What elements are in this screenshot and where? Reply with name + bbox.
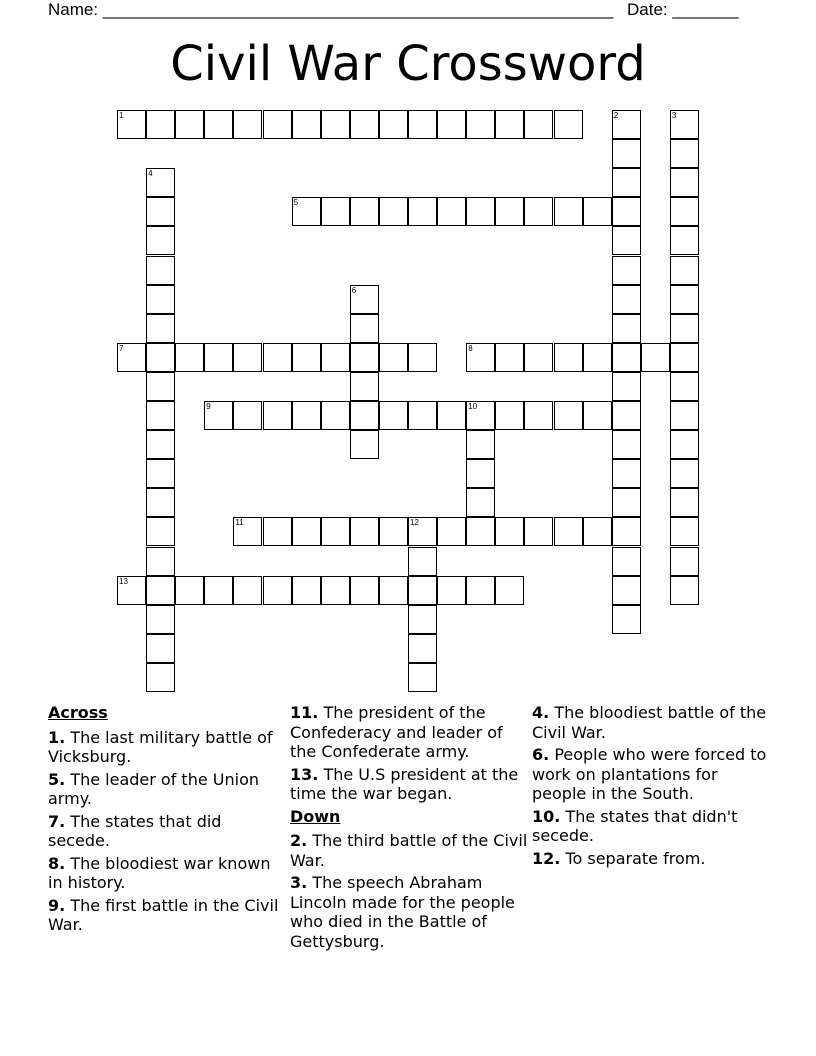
grid-cell[interactable] — [495, 197, 524, 226]
grid-cell[interactable] — [263, 401, 292, 430]
grid-cell[interactable] — [379, 517, 408, 546]
clue-number: 7. — [48, 811, 66, 831]
grid-cell[interactable] — [612, 372, 641, 401]
grid-cell[interactable] — [350, 517, 379, 546]
grid-cell[interactable] — [146, 197, 175, 226]
grid-cell[interactable] — [146, 285, 175, 314]
grid-cell[interactable] — [146, 256, 175, 285]
grid-cell[interactable] — [524, 343, 553, 372]
grid-cell[interactable] — [612, 285, 641, 314]
grid-cell[interactable] — [146, 372, 175, 401]
grid-cell[interactable] — [612, 343, 641, 372]
grid-cell[interactable] — [146, 663, 175, 692]
grid-cell[interactable] — [204, 110, 233, 139]
grid-cell[interactable] — [233, 401, 262, 430]
grid-cell[interactable] — [612, 226, 641, 255]
clue-text: The third battle of the Civil War. — [290, 831, 528, 870]
grid-cell[interactable] — [583, 197, 612, 226]
grid-cell[interactable] — [554, 110, 583, 139]
grid-cell[interactable] — [466, 488, 495, 517]
clue-number: 12. — [532, 848, 561, 868]
clue-number: 2. — [290, 831, 308, 850]
grid-cell[interactable] — [466, 401, 495, 430]
grid-cell[interactable] — [350, 430, 379, 459]
clue-text: The first battle in the Civil War. — [48, 895, 279, 934]
grid-cell[interactable] — [204, 343, 233, 372]
down-clue-4 — [532, 703, 772, 742]
clue-number: 5. — [48, 769, 66, 789]
grid-cell[interactable] — [146, 488, 175, 517]
grid-cell[interactable] — [437, 110, 466, 139]
grid-cell[interactable] — [670, 168, 699, 197]
grid-cell[interactable] — [670, 372, 699, 401]
across-clue-11 — [290, 703, 530, 762]
grid-cell[interactable] — [495, 517, 524, 546]
grid-cell[interactable] — [670, 197, 699, 226]
grid-cell[interactable] — [466, 576, 495, 605]
across-clue-9 — [48, 896, 288, 935]
grid-cell[interactable] — [670, 547, 699, 576]
grid-cell[interactable] — [612, 576, 641, 605]
grid-cell[interactable] — [146, 401, 175, 430]
clue-text: The bloodiest battle of the Civil War. — [532, 703, 767, 742]
grid-cell[interactable] — [670, 576, 699, 605]
grid-cell[interactable] — [524, 110, 553, 139]
grid-cell[interactable] — [263, 110, 292, 139]
grid-cell[interactable] — [612, 605, 641, 634]
grid-cell[interactable] — [437, 576, 466, 605]
grid-cell[interactable] — [612, 459, 641, 488]
clue-number: 9. — [48, 895, 66, 915]
clue-number-label: 8 — [468, 343, 473, 353]
across-clue-1 — [48, 728, 288, 767]
clue-text: The states that did secede. — [48, 811, 222, 850]
clue-number: 13. — [290, 764, 319, 784]
grid-cell[interactable] — [495, 110, 524, 139]
grid-cell[interactable] — [495, 343, 524, 372]
grid-cell[interactable] — [612, 430, 641, 459]
across-clue-8 — [48, 854, 288, 893]
grid-cell[interactable] — [524, 401, 553, 430]
grid-cell[interactable] — [321, 517, 350, 546]
grid-cell[interactable] — [233, 517, 262, 546]
clue-number-label: 3 — [671, 111, 677, 120]
grid-cell[interactable] — [524, 517, 553, 546]
grid-cell[interactable] — [146, 110, 175, 139]
grid-cell[interactable] — [204, 576, 233, 605]
down-clue-3 — [290, 873, 530, 951]
clue-number: 11. — [290, 703, 319, 722]
grid-cell[interactable] — [583, 517, 612, 546]
grid-cell[interactable] — [379, 343, 408, 372]
grid-cell[interactable] — [612, 256, 641, 285]
grid-cell[interactable] — [612, 139, 641, 168]
down-clue-10 — [532, 807, 772, 846]
name-field-label: Name: ______________________________________________________ — [48, 0, 614, 19]
grid-cell[interactable] — [175, 576, 204, 605]
clue-text: The speech Abraham Lincoln made for the people who died in the Battle of Gettysburg. — [290, 873, 515, 951]
clue-number-label: 13 — [119, 576, 128, 586]
grid-cell[interactable] — [466, 517, 495, 546]
grid-cell[interactable] — [583, 401, 612, 430]
grid-cell[interactable] — [612, 110, 641, 139]
clue-number: 3. — [290, 873, 308, 892]
grid-cell[interactable] — [612, 517, 641, 546]
grid-cell[interactable] — [117, 343, 146, 372]
grid-cell[interactable] — [670, 517, 699, 546]
clue-number-label: 1 — [119, 111, 124, 120]
grid-cell[interactable] — [292, 401, 321, 430]
grid-cell[interactable] — [670, 314, 699, 343]
grid-cell[interactable] — [641, 343, 670, 372]
grid-cell[interactable] — [554, 401, 583, 430]
grid-cell[interactable] — [495, 401, 524, 430]
grid-cell[interactable] — [670, 343, 699, 372]
down-heading: Down — [290, 806, 341, 826]
grid-cell[interactable] — [554, 343, 583, 372]
grid-cell[interactable] — [321, 401, 350, 430]
grid-cell[interactable] — [321, 343, 350, 372]
date-field-label: Date: _______ — [627, 0, 739, 19]
grid-cell[interactable] — [379, 110, 408, 139]
grid-cell[interactable] — [350, 576, 379, 605]
grid-cell[interactable] — [117, 576, 146, 605]
grid-cell[interactable] — [408, 547, 437, 576]
clue-number-label: 7 — [119, 343, 124, 353]
clues-column-1 — [48, 703, 288, 938]
grid-cell[interactable] — [670, 401, 699, 430]
across-clue-7 — [48, 812, 288, 851]
clues-column-3 — [532, 703, 772, 871]
clue-number: 8. — [48, 853, 66, 873]
grid-cell[interactable] — [612, 314, 641, 343]
clue-number-label: 6 — [351, 285, 357, 295]
clue-number-label: 5 — [293, 198, 299, 208]
across-clue-13 — [290, 765, 530, 804]
grid-cell[interactable] — [408, 663, 437, 692]
grid-cell[interactable] — [263, 576, 292, 605]
clue-text: The states that didn't secede. — [532, 806, 738, 845]
down-clue-2 — [290, 831, 530, 870]
grid-cell[interactable] — [146, 576, 175, 605]
grid-cell[interactable] — [146, 314, 175, 343]
grid-cell[interactable] — [292, 110, 321, 139]
grid-cell[interactable] — [233, 576, 262, 605]
grid-cell[interactable] — [670, 226, 699, 255]
grid-cell[interactable] — [408, 605, 437, 634]
grid-cell[interactable] — [408, 197, 437, 226]
grid-cell[interactable] — [408, 110, 437, 139]
grid-cell[interactable] — [583, 343, 612, 372]
grid-cell[interactable] — [321, 576, 350, 605]
grid-cell[interactable] — [466, 110, 495, 139]
grid-cell[interactable] — [408, 517, 437, 546]
grid-cell[interactable] — [233, 110, 262, 139]
grid-cell[interactable] — [292, 517, 321, 546]
clue-number-label: 4 — [148, 169, 153, 179]
clue-text: The president of the Confederacy and leader of the Confederate army. — [290, 703, 503, 761]
grid-cell[interactable] — [350, 343, 379, 372]
grid-cell[interactable] — [292, 576, 321, 605]
grid-cell[interactable] — [233, 343, 262, 372]
grid-cell[interactable] — [146, 430, 175, 459]
clue-text: To separate from. — [565, 848, 706, 868]
grid-cell[interactable] — [146, 226, 175, 255]
grid-cell[interactable] — [263, 517, 292, 546]
clue-number-label: 11 — [235, 518, 244, 528]
grid-cell[interactable] — [408, 401, 437, 430]
page-title: Civil War Crossword — [170, 36, 646, 92]
grid-cell[interactable] — [204, 401, 233, 430]
grid-cell[interactable] — [175, 343, 204, 372]
grid-cell[interactable] — [408, 576, 437, 605]
clue-number-label: 2 — [613, 111, 619, 120]
grid-cell[interactable] — [379, 401, 408, 430]
grid-cell[interactable] — [350, 110, 379, 139]
clue-number-label: 9 — [206, 402, 211, 411]
grid-cell[interactable] — [670, 488, 699, 517]
grid-cell[interactable] — [554, 517, 583, 546]
grid-cell[interactable] — [350, 401, 379, 430]
grid-cell[interactable] — [146, 605, 175, 634]
grid-cell[interactable] — [379, 197, 408, 226]
grid-cell[interactable] — [612, 401, 641, 430]
grid-cell[interactable] — [146, 547, 175, 576]
grid-cell[interactable] — [350, 314, 379, 343]
grid-cell[interactable] — [321, 110, 350, 139]
clue-text: The bloodiest war known in history. — [48, 853, 271, 892]
grid-cell[interactable] — [612, 197, 641, 226]
down-clue-6 — [532, 745, 772, 804]
clues-column-2 — [290, 703, 530, 954]
grid-cell[interactable] — [612, 547, 641, 576]
grid-cell[interactable] — [146, 168, 175, 197]
grid-cell[interactable] — [670, 139, 699, 168]
grid-cell[interactable] — [670, 256, 699, 285]
across-clue-5 — [48, 770, 288, 809]
grid-cell[interactable] — [175, 110, 204, 139]
clue-text: The leader of the Union army. — [48, 769, 259, 808]
grid-cell[interactable] — [146, 634, 175, 663]
grid-cell[interactable] — [146, 343, 175, 372]
clue-text: The U.S president at the time the war began. — [290, 764, 519, 803]
clue-number-label: 10 — [468, 402, 478, 411]
grid-cell[interactable] — [612, 488, 641, 517]
grid-cell[interactable] — [670, 430, 699, 459]
down-clue-12 — [532, 849, 772, 869]
grid-cell[interactable] — [437, 517, 466, 546]
grid-cell[interactable] — [670, 459, 699, 488]
grid-cell[interactable] — [350, 372, 379, 401]
grid-cell[interactable] — [466, 197, 495, 226]
clue-text: The last military battle of Vicksburg. — [48, 727, 273, 766]
grid-cell[interactable] — [321, 197, 350, 226]
grid-cell[interactable] — [146, 517, 175, 546]
grid-cell[interactable] — [466, 430, 495, 459]
clue-number-label: 12 — [410, 518, 419, 528]
grid-cell[interactable] — [437, 197, 466, 226]
clue-number: 6. — [532, 745, 550, 764]
grid-cell[interactable] — [524, 197, 553, 226]
grid-cell[interactable] — [466, 459, 495, 488]
grid-cell[interactable] — [146, 459, 175, 488]
grid-cell[interactable] — [466, 343, 495, 372]
grid-cell[interactable] — [292, 343, 321, 372]
grid-cell[interactable] — [437, 401, 466, 430]
grid-cell[interactable] — [350, 197, 379, 226]
clue-number: 1. — [48, 727, 66, 747]
grid-cell[interactable] — [350, 285, 379, 314]
grid-cell[interactable] — [408, 343, 437, 372]
grid-cell[interactable] — [379, 576, 408, 605]
across-heading: Across — [48, 703, 108, 722]
grid-cell[interactable] — [263, 343, 292, 372]
grid-cell[interactable] — [117, 110, 146, 139]
clue-text: People who were forced to work on plantations for people in the South. — [532, 745, 767, 803]
grid-cell[interactable] — [495, 576, 524, 605]
clue-number: 4. — [532, 703, 550, 722]
grid-cell[interactable] — [670, 285, 699, 314]
grid-cell[interactable] — [670, 110, 699, 139]
grid-cell[interactable] — [612, 168, 641, 197]
grid-cell[interactable] — [408, 634, 437, 663]
clue-number: 10. — [532, 806, 561, 826]
grid-cell[interactable] — [292, 197, 321, 226]
grid-cell[interactable] — [554, 197, 583, 226]
